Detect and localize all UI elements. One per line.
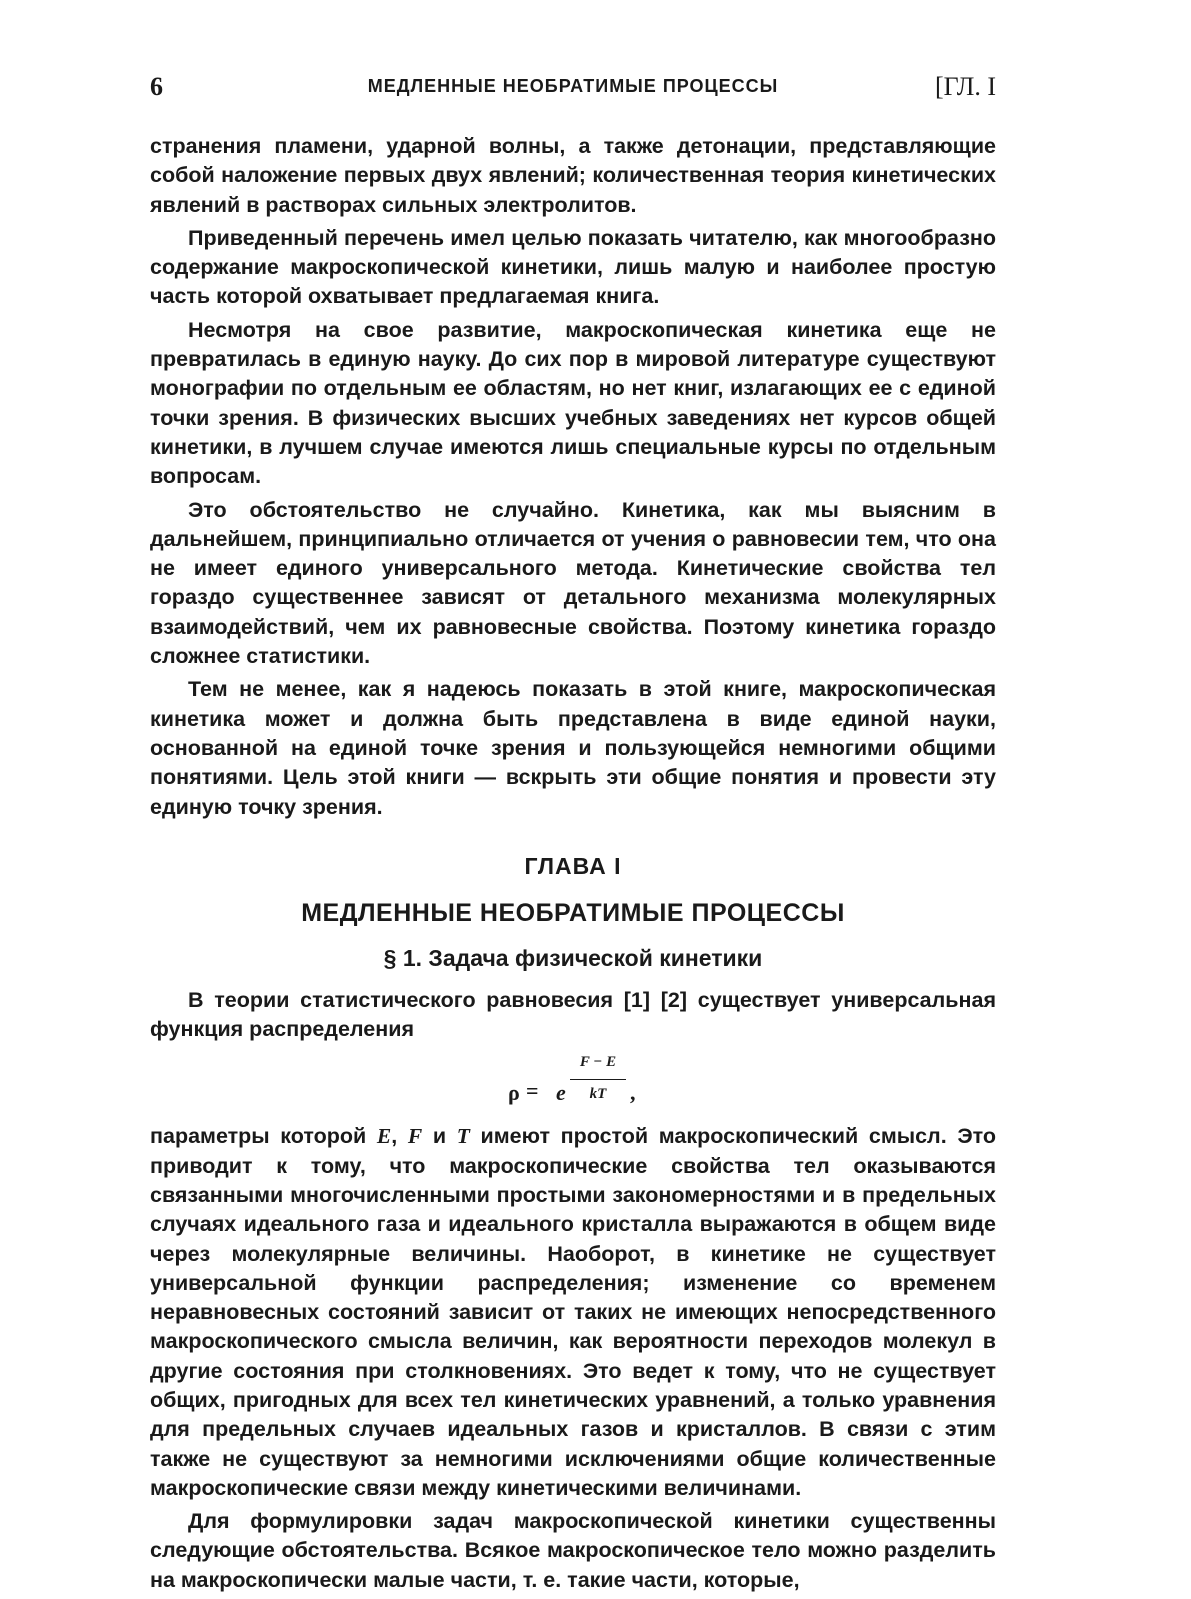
chapter-label: ГЛАВА I bbox=[524, 852, 622, 879]
text-run: имеют простой макроскопический смысл. Это приводит к тому, что макроскопические свойства тел оказываются связанными многочисленными простыми закономерностями и в предельных случаях идеального газа и идеального кристалла выражаются в общем виде через молекулярные величины. Наоборот, в кинетике не существует универсальной функции распределения; изменение со временем неравновесных состояний зависит от таких не имеющих непосредственного макроскопического смысла величин, как вероятности переходов молекул в другие состояния при столкновениях. Это ведет к тому, что не существует общих, пригодных для всех тел кинетических уравнений, а только уравнения для предельных случаев идеальных газов и кристаллов. В связи с этим также не существуют за немногими исключениями общие количественные макроскопические связи между кинетическими величинами. bbox=[150, 1124, 996, 1500]
formula-equals: = bbox=[526, 1078, 539, 1104]
body-text bbox=[150, 132, 996, 1595]
paragraph: Приведенный перечень имел целью показать читателю, как многообразно содержание макроскопической кинетики, лишь малую и наиболее простую часть которой охватывает предлагаемая книга. bbox=[150, 225, 996, 309]
formula-lhs: ρ bbox=[508, 1080, 520, 1106]
chapter-reference: [ГЛ. I bbox=[934, 72, 996, 101]
formula-base: e bbox=[556, 1080, 566, 1106]
section-title: § 1. Задача физической кинетики bbox=[383, 945, 763, 972]
symbol-T: T bbox=[456, 1124, 470, 1149]
running-head bbox=[150, 72, 996, 106]
paragraph bbox=[150, 1122, 996, 1503]
formula-exponent bbox=[570, 1048, 626, 1109]
running-title: МЕДЛЕННЫЕ НЕОБРАТИМЫЕ ПРОЦЕССЫ bbox=[367, 76, 779, 96]
distribution-formula bbox=[150, 1048, 996, 1116]
formula-denominator: kT bbox=[589, 1085, 607, 1102]
paragraph: Тем не менее, как я надеюсь показать в этой книге, макроскопическая кинетика может и должна быть представлена в виде единой науки, основанной на единой точке зрения и пользующейся немногими общими понятиями. Цель этой книги — вскрыть эти общие понятия и провести эту единую точку зрения. bbox=[150, 677, 996, 819]
paragraph: В теории статистического равновесия [1] [2] существует универсальная функция распределения bbox=[150, 987, 996, 1042]
paragraph: Несмотря на свое развитие, макроскопическая кинетика еще не превратилась в единую науку. До сих пор в мировой литературе существуют монографии по отдельным ее областям, но нет книг, излагающих ее с единой точки зрения. В физических высших учебных заведениях нет курсов общей кинетики, в лучшем случае имеются лишь специальные курсы по отдельным вопросам. bbox=[150, 317, 996, 489]
page-number: 6 bbox=[150, 72, 163, 101]
formula-trail: , bbox=[630, 1080, 636, 1106]
chapter-title: МЕДЛЕННЫЕ НЕОБРАТИМЫЕ ПРОЦЕССЫ bbox=[301, 899, 845, 928]
symbol-F: F bbox=[407, 1124, 423, 1149]
text-run: параметры которой bbox=[150, 1124, 377, 1149]
paragraph-continuation: странения пламени, ударной волны, а также детонации, представляющие собой наложение первых двух явлений; количественная теория кинетических явлений в растворах сильных электролитов. bbox=[150, 134, 996, 217]
text-run: и bbox=[422, 1124, 457, 1149]
formula-numerator: F − E bbox=[570, 1048, 626, 1079]
book-page bbox=[150, 72, 996, 1599]
symbol-E: E bbox=[376, 1124, 392, 1149]
text-run: , bbox=[391, 1124, 408, 1149]
paragraph: Это обстоятельство не случайно. Кинетика, как мы выясним в дальнейшем, принципиально отличается от учения о равновесии тем, что она не имеет единого универсального метода. Кинетические свойства тел гораздо существеннее зависят от детального механизма молекулярных взаимодействий, чем их равновесные свойства. Поэтому кинетика гораздо сложнее статистики. bbox=[150, 497, 996, 669]
paragraph: Для формулировки задач макроскопической кинетики существенны следующие обстоятельства. Всякое макроскопическое тело можно разделить на макроскопически малые части, т. е. такие части, которые, bbox=[150, 1509, 996, 1592]
